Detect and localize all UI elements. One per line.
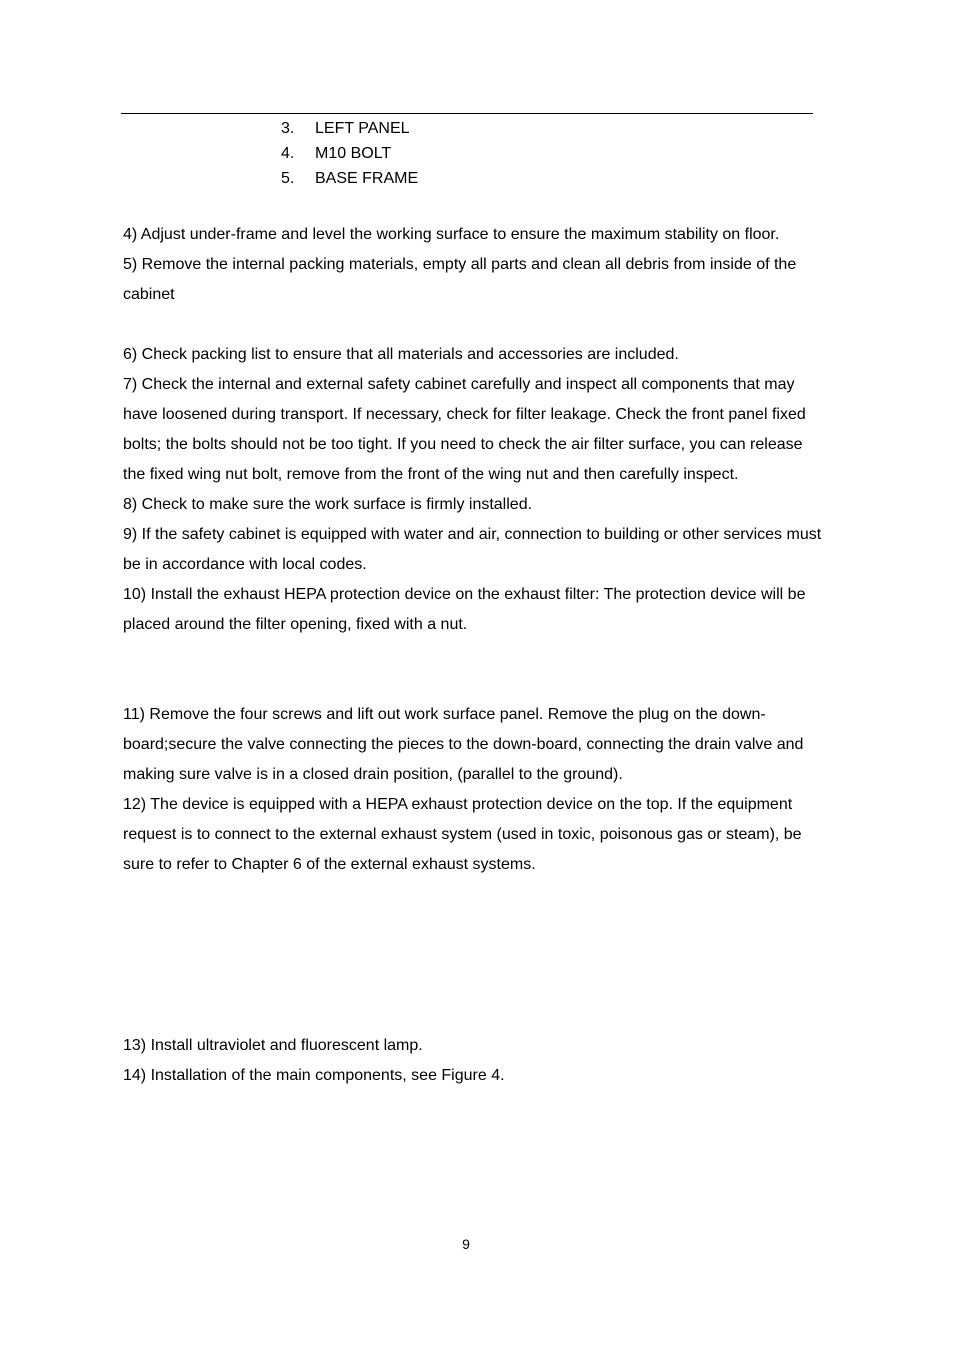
parts-list-label: BASE FRAME	[315, 170, 419, 187]
installation-steps-block	[123, 340, 823, 640]
parts-list-label: M10 BOLT	[315, 145, 392, 162]
installation-steps-block	[123, 1031, 823, 1091]
parts-list-item	[281, 116, 418, 141]
installation-step: 12) The device is equipped with a HEPA exhaust protection device on the top. If the equipment request is to connect to the external exhaust system (used in toxic, poisonous gas or steam), be sure to refer to Chapter 6 of the external exhaust systems.	[123, 796, 802, 873]
parts-list-number: 5.	[281, 170, 295, 187]
installation-step: 13) Install ultraviolet and fluorescent lamp.	[123, 1037, 423, 1054]
parts-list	[281, 116, 418, 191]
parts-list-number: 3.	[281, 120, 295, 137]
header-rule	[121, 113, 813, 114]
installation-step: 7) Check the internal and external safety cabinet carefully and inspect all components that may have loosened during transport. If necessary, check for filter leakage. Check the front panel fixed bolts; the bolts should not be too tight. If you need to check the air filter surface, you can release the fixed wing nut bolt, remove from the front of the wing nut and then carefully inspect.	[123, 376, 806, 483]
installation-step: 11) Remove the four screws and lift out work surface panel. Remove the plug on the down-board;secure the valve connecting the pieces to the down-board, connecting the drain valve and making sure valve is in a closed drain position, (parallel to the ground).	[123, 706, 804, 783]
installation-steps-block	[123, 700, 823, 880]
parts-list-item	[281, 166, 418, 191]
installation-step: 14) Installation of the main components, see Figure 4.	[123, 1067, 505, 1084]
installation-step: 6) Check packing list to ensure that all materials and accessories are included.	[123, 346, 679, 363]
page-number: 9	[462, 1236, 470, 1252]
installation-step: 8) Check to make sure the work surface is firmly installed.	[123, 496, 533, 513]
parts-list-label: LEFT PANEL	[315, 120, 410, 137]
installation-step: 10) Install the exhaust HEPA protection device on the exhaust filter: The protection device will be placed around the filter opening, fixed with a nut.	[123, 586, 806, 633]
parts-list-number: 4.	[281, 145, 295, 162]
installation-step: 9) If the safety cabinet is equipped with water and air, connection to building or other services must be in accordance with local codes.	[123, 526, 822, 573]
installation-step: 5) Remove the internal packing materials, empty all parts and clean all debris from inside of the cabinet	[123, 256, 797, 303]
installation-steps-block	[123, 220, 823, 310]
parts-list-item	[281, 141, 418, 166]
installation-step: 4) Adjust under-frame and level the working surface to ensure the maximum stability on floor.	[123, 226, 780, 243]
